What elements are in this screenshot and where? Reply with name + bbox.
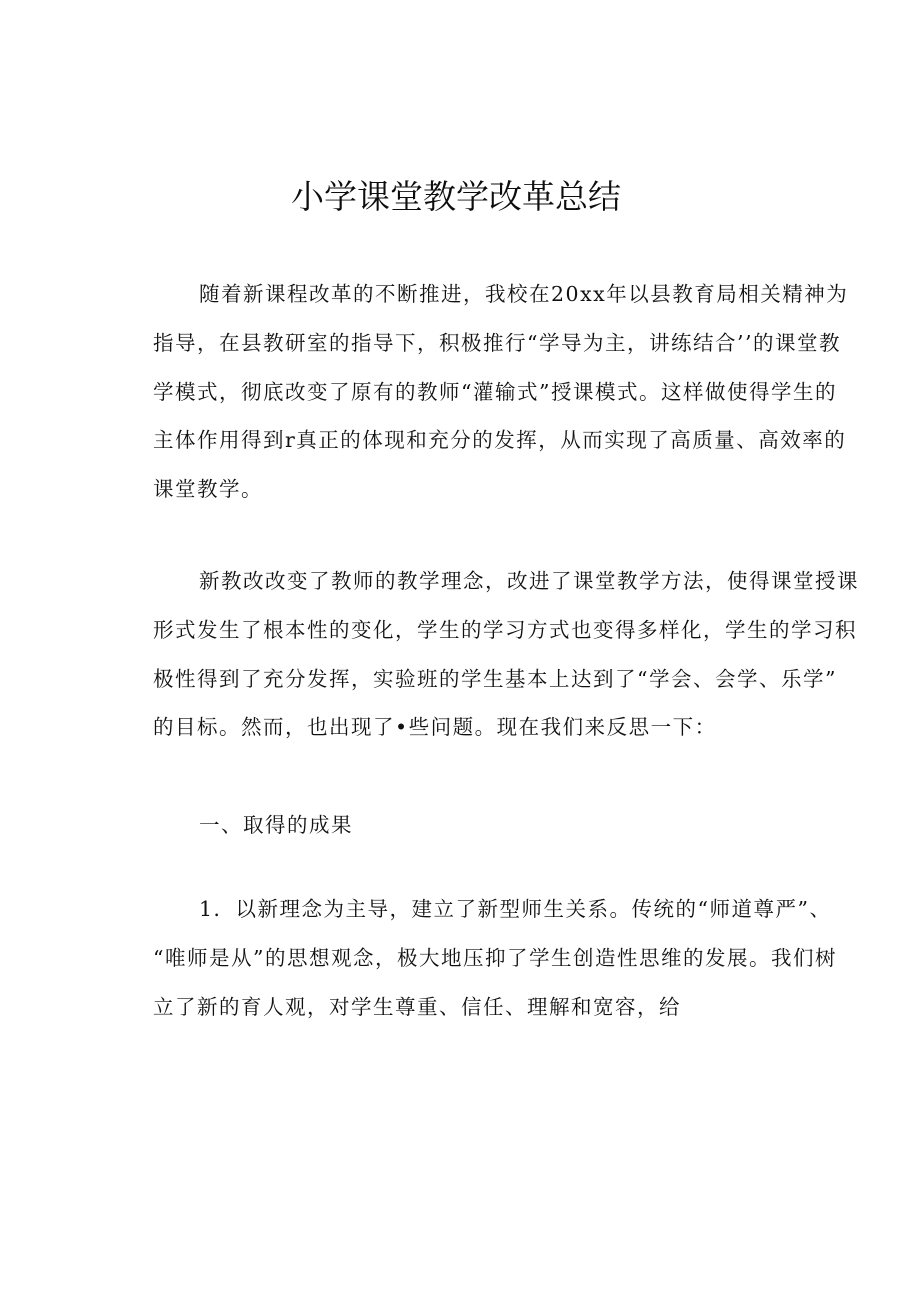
paragraph-intro [107,270,849,514]
text-line: 形式发生了根本性的变化，学生的学习方式也变得多样化，学生的学习积 [153,617,857,642]
text-line: 极性得到了充分发挥，实验班的学生基本上达到了“学会、会学、乐学” [153,666,837,691]
text-line: 学模式，彻底改变了原有的教师“灌输式”授课模式。这样做使得学生的 [153,379,837,404]
paragraph-reform [107,557,859,752]
text-line: 1．以新理念为主导，建立了新型师生关系。传统的“师道尊严”、 [199,897,832,921]
text-line: 指导，在县教研室的指导下，积极推行“学导为主，讲练结合’’的课堂教 [153,330,842,355]
document-title: 小学课堂教学改革总结 [291,177,621,216]
text-line: 课堂教学。 [153,477,263,502]
text-line: 随着新课程改革的不断推进，我校在20xx年以县教育局相关精神为 [199,282,849,306]
text-line: 新教改改变了教师的教学理念，改进了课堂教学方法，使得课堂授课 [199,569,859,593]
section-heading [107,801,807,850]
paragraph-achievement-1 [107,885,837,1031]
text-line: “唯师是从”的思想观念，极大地压抑了学生创造性思维的发展。我们树 [153,945,837,970]
section-heading-text: 一、取得的成果 [199,813,353,837]
text-line: 主体作用得到r真正的体现和充分的发挥，从而实现了高质量、高效率的 [153,428,847,453]
text-line: 立了新的育人观，对学生尊重、信任、理解和宽容，给 [153,994,681,1019]
text-line: 的目标。然而，也出现了•些问题。现在我们来反思一下： [153,715,717,740]
